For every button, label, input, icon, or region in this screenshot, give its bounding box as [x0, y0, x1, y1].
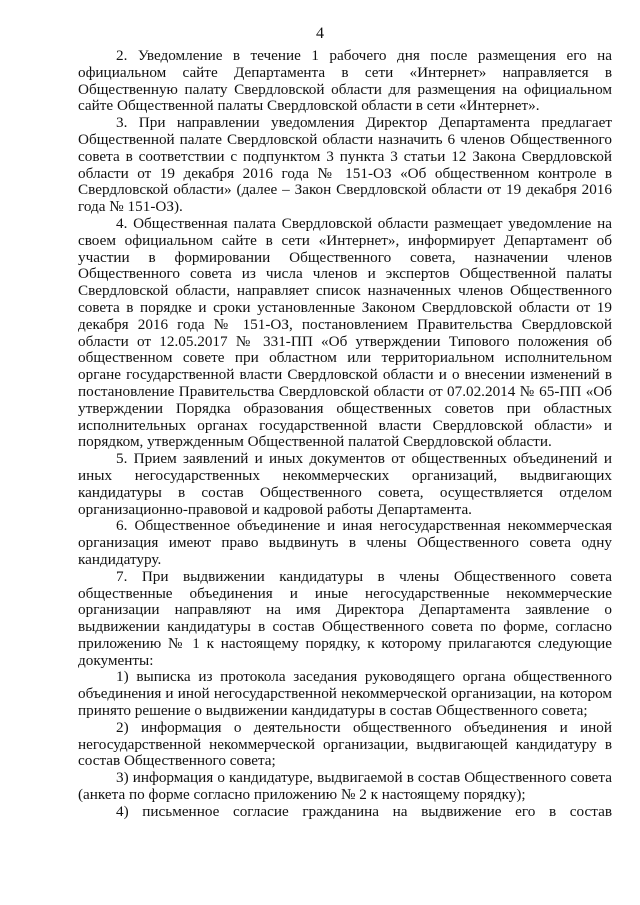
paragraph-item-2: 2. Уведомление в течение 1 рабочего дня после размещения его на официальном сайте Департамента в сети «Интернет» направляется в Общественную палату Свердловской области для размещения на официальном сайте Общественной палаты Свердловской области в сети «Интернет».: [78, 47, 612, 115]
subitem-3: 3) информация о кандидатуре, выдвигаемой в состав Общественного совета (анкета по форме согласно приложению № 2 к настоящему порядку);: [78, 769, 612, 804]
subitem-2: 2) информация о деятельности общественного объединения и иной негосударственной некоммерческой организации, выдвигающей кандидатуру в состав Общественного совета;: [78, 718, 612, 770]
paragraph-item-6: 6. Общественное объединение и иная негосударственная некоммерческая организация имеют право выдвинуть в члены Общественного совета одну кандидатуру.: [78, 517, 612, 568]
document-body: [78, 48, 612, 821]
paragraph-item-5: 5. Прием заявлений и иных документов от общественных объединений и иных негосударственных некоммерческих организаций, выдвигающих кандидатуры в состав Общественного совета, осуществляется отделом организационно-правовой и кадровой работы Департамента.: [78, 450, 612, 518]
page-number: 4: [316, 25, 324, 42]
subitem-1: 1) выписка из протокола заседания руководящего органа общественного объединения и иной негосударственной некоммерческой организации, на котором принято решение о выдвижении кандидатуры в состав Общественного совета;: [78, 668, 612, 720]
paragraph-item-7: 7. При выдвижении кандидатуры в члены Общественного совета общественные объединения и иные негосударственные некоммерческие организации направляют на имя Директора Департамента заявление о выдвижении кандидатуры в состав Общественного совета по форме, согласно приложению № 1 к настоящему порядку, к которому прилагаются следующие документы:: [78, 567, 612, 669]
paragraph-item-4: 4. Общественная палата Свердловской области размещает уведомление на своем официальном сайте в сети «Интернет», информирует Департамент об участии в формировании Общественного совета, назначении членов Общественного совета из числа членов и экспертов Общественной палаты Свердловской области, направляет список назначенных членов Общественного совета в порядке и сроки установленные Законом Свердловской области от 19 декабря 2016 года № 151-ОЗ, постановлением Правительства Свердловской области от 12.05.2017 № 331-ПП «Об утверждении Типового положения об общественном совете при областном или территориальном исполнительном органе государственной власти Свердловской области и о внесении изменений в постановление Правительства Свердловской области от 07.02.2014 № 65-ПП «Об утверждении Порядка образования общественных советов при областных исполнительных органах государственной власти Свердловской области» и порядком, утвержденным Общественной палатой Свердловской области.: [78, 214, 612, 451]
paragraph-item-3: 3. При направлении уведомления Директор Департамента предлагает Общественной палате Свердловской области назначить 6 членов Общественного совета в соответствии с подпунктом 3 пункта 3 статьи 12 Закона Свердловской области от 19 декабря 2016 года № 151-ОЗ «Об общественном контроле в Свердловской области» (далее – Закон Свердловской области от 19 декабря 2016 года № 151-ОЗ).: [78, 114, 612, 216]
subitem-4: 4) письменное согласие гражданина на выдвижение его в состав: [116, 802, 612, 820]
